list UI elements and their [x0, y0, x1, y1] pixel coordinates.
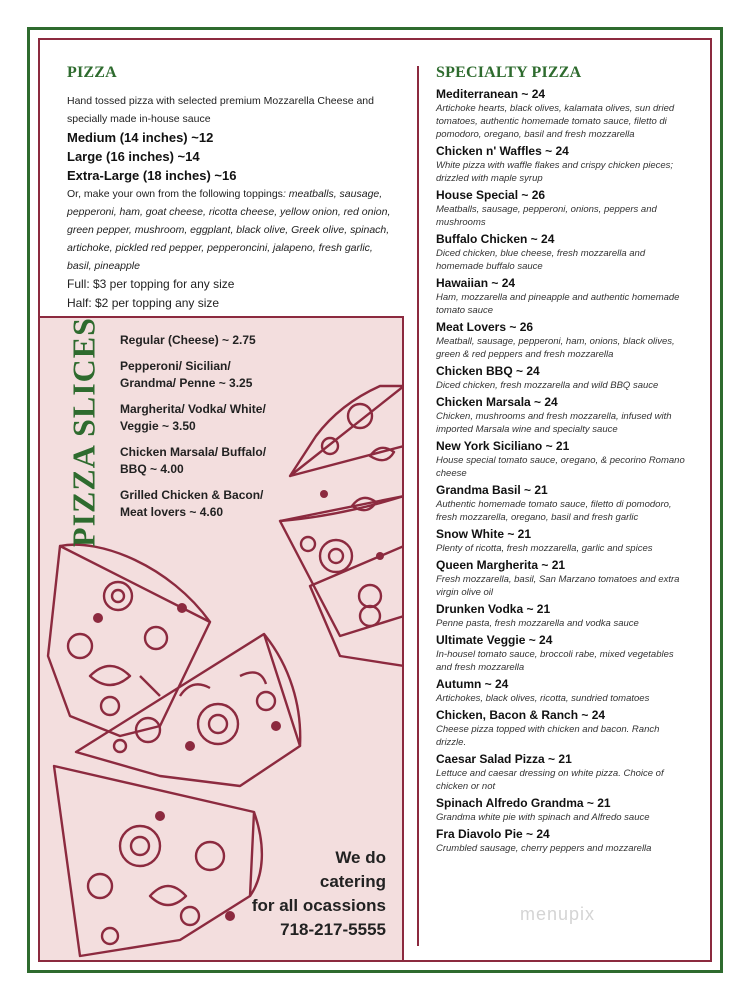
specialty-item-name: Mediterranean ~ 24 — [436, 87, 546, 101]
specialty-item-name: Queen Margherita ~ 21 — [436, 558, 566, 572]
specialty-item-name: Snow White ~ 21 — [436, 527, 532, 541]
slice-item: Chicken Marsala/ Buffalo/ BBQ ~ 4.00 — [120, 445, 267, 476]
specialty-item-name: House Special ~ 26 — [436, 188, 546, 202]
specialty-item-name: Drunken Vodka ~ 21 — [436, 602, 551, 616]
specialty-item-description: Artichoke hearts, black olives, kalamata olives, sun dried tomatoes, authentic homemade tomato sauce, filetto di pomodoro, oregano, basil and fresh mozzarella — [436, 103, 675, 140]
half-topping-price: Half: $2 per topping any size — [67, 296, 220, 310]
specialty-item — [436, 557, 686, 601]
specialty-pizza-section — [436, 64, 686, 857]
specialty-item — [436, 526, 686, 557]
specialty-item — [436, 707, 686, 751]
specialty-item-name: New York Siciliano ~ 21 — [436, 439, 570, 453]
specialty-item — [436, 143, 686, 187]
specialty-item-description: Diced chicken, fresh mozzarella and wild BBQ sauce — [436, 380, 659, 391]
pizza-section — [67, 64, 397, 313]
specialty-item — [436, 795, 686, 826]
slice-item: Grilled Chicken & Bacon/ Meat lovers ~ 4.60 — [120, 488, 264, 519]
specialty-item — [436, 601, 686, 632]
specialty-item-description: Fresh mozzarella, basil, San Marzano tomatoes and extra virgin olive oil — [436, 574, 680, 598]
specialty-item-name: Caesar Salad Pizza ~ 21 — [436, 752, 572, 766]
specialty-item-description: Plenty of ricotta, fresh mozzarella, garlic and spices — [436, 543, 653, 554]
specialty-item-description: In-housel tomato sauce, broccoli rabe, mixed vegetables and fresh mozzarella — [436, 649, 674, 673]
specialty-item — [436, 751, 686, 795]
specialty-item-name: Hawaiian ~ 24 — [436, 276, 516, 290]
specialty-item-description: Meatballs, sausage, pepperoni, onions, peppers and mushrooms — [436, 204, 657, 228]
slice-item: Regular (Cheese) ~ 2.75 — [120, 333, 256, 347]
column-divider — [417, 66, 419, 946]
specialty-item-description: Diced chicken, blue cheese, fresh mozzarella and homemade buffalo sauce — [436, 248, 646, 272]
specialty-item — [436, 632, 686, 676]
toppings-intro: Or, make your own from the following toppings — [67, 188, 283, 200]
pizza-slices-title: PIZZA SLICES — [65, 317, 102, 547]
specialty-item — [436, 187, 686, 231]
specialty-item-name: Grandma Basil ~ 21 — [436, 483, 548, 497]
specialty-item-name: Meat Lovers ~ 26 — [436, 320, 534, 334]
specialty-item-name: Chicken BBQ ~ 24 — [436, 364, 540, 378]
pizza-sizes — [67, 128, 397, 185]
specialty-item-description: Cheese pizza topped with chicken and bacon. Ranch drizzle. — [436, 724, 660, 748]
specialty-item — [436, 363, 686, 394]
specialty-item — [436, 676, 686, 707]
specialty-item-description: Chicken, mushrooms and fresh mozzarella, infused with imported Marsala wine and specialty sauce — [436, 411, 672, 435]
specialty-item-description: Grandma white pie with spinach and Alfredo sauce — [436, 812, 650, 823]
specialty-list — [436, 86, 686, 857]
slice-item: Pepperoni/ Sicilian/ Grandma/ Penne ~ 3.25 — [120, 359, 253, 390]
specialty-item-description: Meatball, sausage, pepperoni, ham, onions, black olives, green & red peppers and fresh mozzarella — [436, 336, 675, 360]
specialty-item-description: Authentic homemade tomato sauce, filetto di pomodoro, fresh mozzarella, oregano, basil and fresh garlic — [436, 499, 672, 523]
pizza-title: PIZZA — [67, 64, 117, 81]
catering-line-2: catering — [319, 872, 386, 891]
specialty-item-name: Chicken, Bacon & Ranch ~ 24 — [436, 708, 606, 722]
pizza-description: Hand tossed pizza with selected premium Mozzarella Cheese and specially made in-house sauce — [67, 95, 374, 125]
specialty-item — [436, 319, 686, 363]
specialty-item-name: Chicken Marsala ~ 24 — [436, 395, 558, 409]
specialty-item-description: Ham, mozzarella and pineapple and authentic homemade tomato sauce — [436, 292, 680, 316]
specialty-item-description: Lettuce and caesar dressing on white pizza. Choice of chicken or not — [436, 768, 664, 792]
menupix-watermark: menupix — [520, 904, 596, 924]
catering-notice — [230, 846, 386, 942]
specialty-item — [436, 394, 686, 438]
specialty-item-name: Chicken n' Waffles ~ 24 — [436, 144, 569, 158]
specialty-item — [436, 826, 686, 857]
specialty-item — [436, 86, 686, 143]
catering-line-3: for all ocassions — [251, 896, 386, 915]
specialty-item — [436, 438, 686, 482]
slice-item: Margherita/ Vodka/ White/ Veggie ~ 3.50 — [120, 402, 266, 433]
specialty-item-description: Crumbled sausage, cherry peppers and mozzarella — [436, 843, 652, 854]
specialty-item-description: House special tomato sauce, oregano, & pecorino Romano cheese — [436, 455, 685, 479]
pizza-slices-title-wrap — [64, 317, 104, 547]
specialty-item-name: Fra Diavolo Pie ~ 24 — [436, 827, 550, 841]
specialty-item-name: Spinach Alfredo Grandma ~ 21 — [436, 796, 611, 810]
specialty-item-description: Penne pasta, fresh mozzarella and vodka sauce — [436, 618, 639, 629]
specialty-item-name: Buffalo Chicken ~ 24 — [436, 232, 555, 246]
toppings-text — [67, 185, 397, 275]
specialty-item-name: Ultimate Veggie ~ 24 — [436, 633, 553, 647]
specialty-item — [436, 231, 686, 275]
size-extra-large: Extra-Large (18 inches) ~16 — [67, 168, 237, 183]
specialty-title: SPECIALTY PIZZA — [436, 64, 582, 81]
specialty-item-description: White pizza with waffle flakes and crispy chicken pieces; drizzled with maple syrup — [436, 160, 674, 184]
size-medium: Medium (14 inches) ~12 — [67, 130, 214, 145]
catering-phone[interactable]: 718-217-5555 — [280, 920, 386, 939]
catering-line-1: We do — [335, 848, 386, 867]
size-large: Large (16 inches) ~14 — [67, 149, 200, 164]
specialty-item — [436, 275, 686, 319]
specialty-item — [436, 482, 686, 526]
toppings-list: : meatballs, sausage, pepperoni, ham, goat cheese, ricotta cheese, yellow onion, red onion, green pepper, mushroom, eggplant, black olive, Greek olive, spinach, artichoke, pickled red pepper, pepperoncini, jalapeno, fresh garlic, basil, pineapple — [67, 188, 391, 272]
pizza-slices-list — [120, 332, 290, 530]
specialty-item-name: Autumn ~ 24 — [436, 677, 509, 691]
specialty-item-description: Artichokes, black olives, ricotta, sundried tomatoes — [436, 693, 650, 704]
full-topping-price: Full: $3 per topping for any size — [67, 277, 235, 291]
